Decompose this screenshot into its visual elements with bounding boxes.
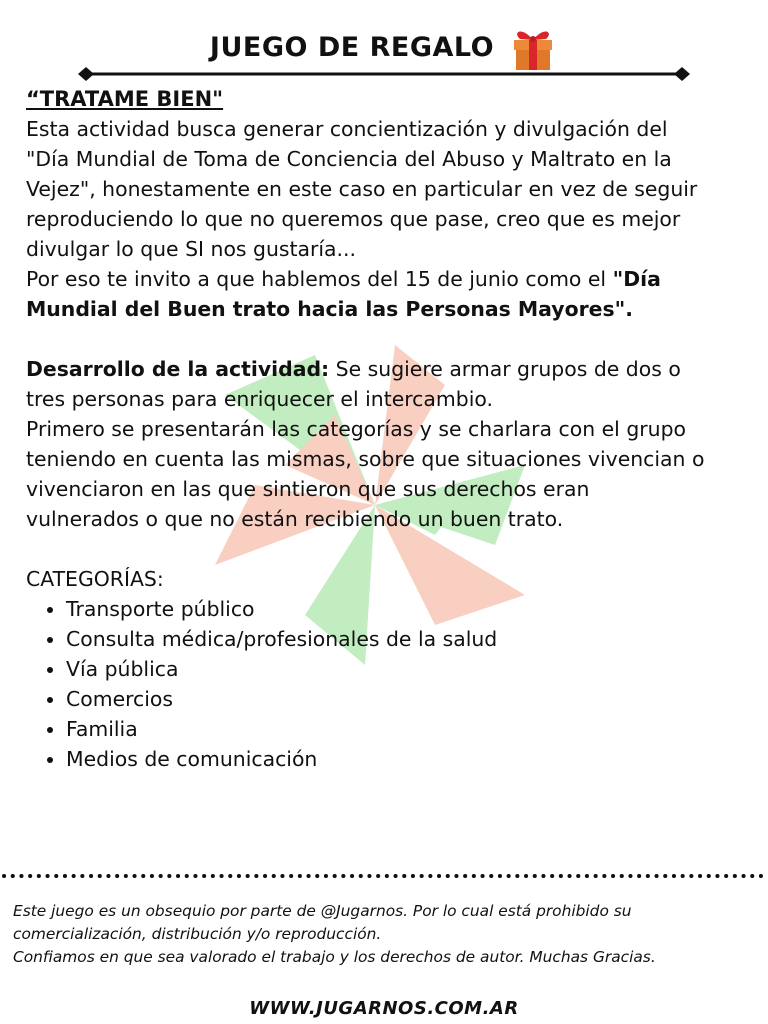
development-line: teniendo en cuenta las mismas, sobre que situaciones vivencian o [26, 447, 705, 471]
intro-line: divulgar lo que SI nos gustaría... [26, 237, 356, 261]
development-label: Desarrollo de la actividad: [26, 357, 330, 381]
intro-line: "Día Mundial de Toma de Conciencia del Abuso y Maltrato en la [26, 147, 672, 171]
footer-divider [0, 870, 768, 882]
intro-line: Vejez", honestamente en este caso en particular en vez de seguir [26, 177, 698, 201]
category-item: • Comercios [66, 684, 746, 714]
footer-line: Este juego es un obsequio por parte de @Jugarnos. Por lo cual está prohibido su [13, 902, 632, 920]
intro-text: Por eso te invito a que hablemos del 15 de junio como el [26, 267, 613, 291]
intro-line: reproduciendo lo que no queremos que pase, creo que es mejor [26, 207, 681, 231]
spacer [26, 324, 746, 354]
website-link[interactable]: WWW.JUGARNOS.COM.AR [249, 998, 519, 1019]
category-item: • Familia [66, 714, 746, 744]
category-item: • Medios de comunicación [66, 744, 746, 774]
intro-bold: "Día [612, 267, 661, 291]
intro-line [26, 264, 746, 294]
categories-heading: CATEGORÍAS: [26, 567, 164, 591]
intro-line [26, 294, 746, 324]
category-item: • Transporte público [66, 594, 746, 624]
intro-bold: Mundial del Buen trato hacia las Personas Mayores". [26, 297, 633, 321]
page-title: JUEGO DE REGALO [209, 31, 495, 63]
development-line: vulnerados o que no están recibiendo un buen trato. [26, 507, 564, 531]
footer-line: comercialización, distribución y/o reproducción. [13, 925, 382, 943]
footer-notice [13, 900, 733, 969]
intro-line: Esta actividad busca generar concientización y divulgación del [26, 117, 668, 141]
development-line: Primero se presentarán las categorías y se charlara con el grupo [26, 417, 686, 441]
development-line: vivenciaron en las que sintieron que sus derechos eran [26, 477, 590, 501]
spacer [26, 534, 746, 564]
categories-list [26, 594, 746, 774]
main-content [26, 84, 746, 774]
activity-title: “TRATAME BIEN" [26, 87, 224, 111]
category-item: • Vía pública [66, 654, 746, 684]
development-text: Se sugiere armar grupos de dos o [329, 357, 681, 381]
development-line: tres personas para enriquecer el intercambio. [26, 387, 493, 411]
title-divider [76, 64, 692, 84]
footer-line: Confiamos en que sea valorado el trabajo y los derechos de autor. Muchas Gracias. [13, 948, 656, 966]
development-line [26, 354, 746, 384]
category-item: • Consulta médica/profesionales de la salud [66, 624, 746, 654]
